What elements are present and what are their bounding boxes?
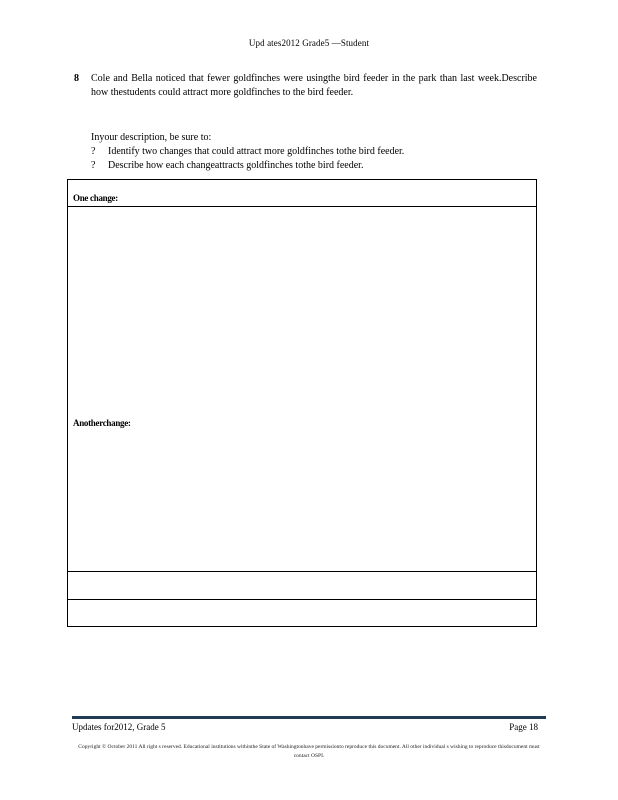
bullet-item	[91, 145, 537, 159]
question-number: 8	[74, 73, 79, 84]
bullet-text: Describe how each changeattracts goldfinches tothe bird feeder.	[108, 160, 364, 171]
answer-divider	[68, 599, 536, 600]
question-text: Cole and Bella noticed that fewer goldfinches were usingthe bird feeder in the park than last week.Describe how thestudents could attract more goldfinches to the bird feeder.	[91, 73, 537, 98]
bullet-mark: ?	[91, 160, 96, 171]
copyright-notice: Copyright © October 2011 All right s reserved. Educational institutions withinthe State of Washingtonhave permissionto reproduce this document. All other individual s wishing to reproduce thisdocument must contact OSPI.	[78, 744, 540, 759]
footer-rule	[72, 716, 546, 719]
bullet-item	[91, 159, 537, 173]
instructions	[91, 131, 537, 173]
instruction-lead: Inyour description, be sure to:	[91, 132, 212, 143]
answer-header-row	[68, 180, 536, 207]
another-change-label: Anotherchange:	[73, 418, 131, 428]
page-header: Upd ates2012 Grade5 ––Student	[248, 38, 370, 48]
bullet-mark: ?	[91, 146, 96, 157]
answer-box[interactable]	[67, 179, 537, 627]
answer-divider	[68, 571, 536, 572]
page-number: Page 18	[509, 722, 538, 732]
bullet-text: Identify two changes that could attract more goldfinches tothe bird feeder.	[108, 146, 405, 157]
one-change-label: One change:	[73, 193, 118, 203]
footer-left-text: Updates for2012, Grade 5	[72, 722, 166, 732]
